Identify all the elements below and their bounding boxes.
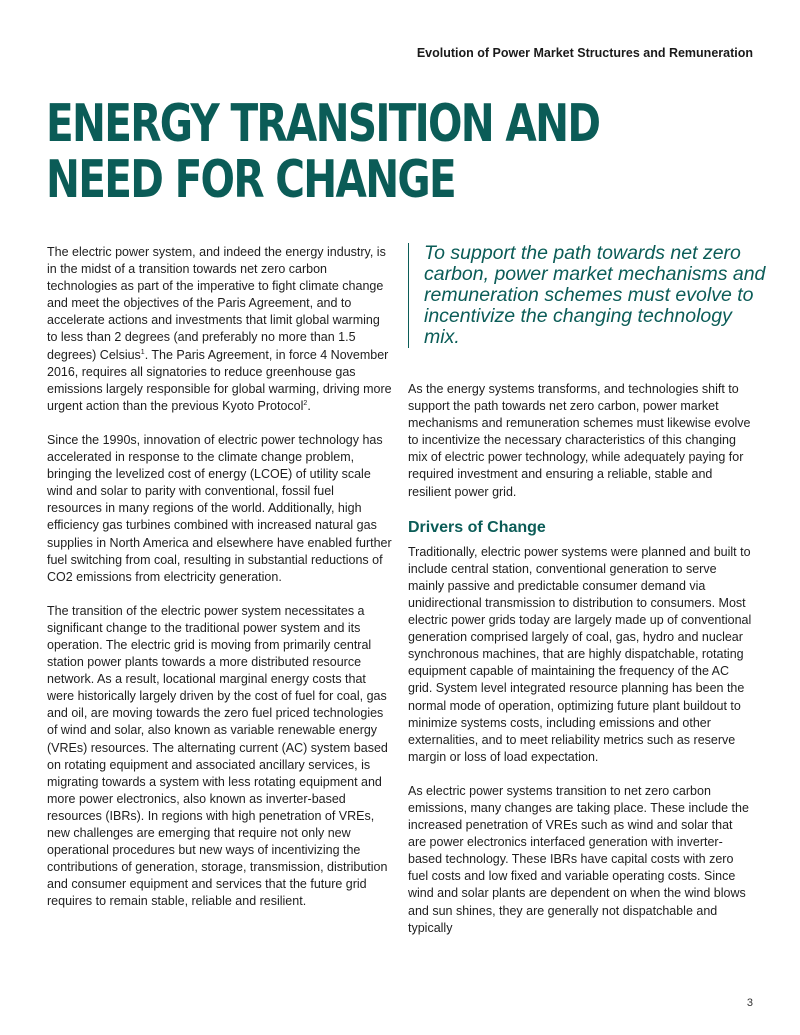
paragraph-paris-agreement [47, 244, 392, 415]
section-heading-drivers-of-change: Drivers of Change [408, 518, 546, 536]
footnote-ref-2[interactable]: 2 [303, 399, 308, 407]
page-title-line-1: ENERGY TRANSITION AND [46, 94, 600, 154]
paragraph-net-zero-changes: As electric power systems transition to net zero carbon emissions, many changes are taking place. These include the increased penetration of VREs such as wind and solar that are power electronics interfaced generation with inverter-based technology. These IBRs have capital costs with zero fuel costs and low fixed and variable operating costs. Since wind and solar plants are dependent on when the wind blows and sun shines, they are generally not dispatchable and typically [408, 783, 749, 935]
pull-quote: To support the path towards net zero carbon, power market mechanisms and remuneration schemes must evolve to incentivize the changing technology mix. [408, 243, 769, 348]
page-title [46, 96, 608, 208]
page-title-line-2: NEED FOR CHANGE [46, 150, 456, 210]
paragraph-traditional-systems: Traditionally, electric power systems were planned and built to include central station, conventional generation to serve mainly passive and predictable consumer demand via unidirectional transmission to distribution to consumers. Most electric power grids today are largely made up of conventional generation comprised largely of coal, gas, hydro and nuclear synchronous machines, that are highly dispatchable, rotating equipment capable of maintaining the frequency of the AC grid. System level integrated resource planning has been the normal mode of operation, optimizing future plant buildout to minimize systems costs, including emissions and other externalities, and to meet reliability metrics such as reserve margin or loss of load expectation. [408, 544, 752, 764]
paragraph-system-transition: The transition of the electric power system necessitates a significant change to the traditional power system and its operation. The electric grid is moving from primarily central station power plants towards a more distributed resource network. As a result, locational marginal energy costs that were historically largely driven by the cost of fuel for coal, gas and oil, are moving towards the zero fuel priced technologies of wind and solar, also known as variable renewable energy (VREs) resources. The alternating current (AC) system based on rotating equipment and associated ancillary services, is migrating towards a system with less rotating equipment and more power electronics, also known as inverter-based resources (IBRs). In regions with high penetration of VREs, new challenges are emerging that require not only new operational procedures but new ways of incentivizing the contributions of generation, storage, transmission, distribution and consumer equipment and services that the future grid requires to remain stable, reliable and resilient. [47, 603, 388, 909]
paragraph-text: The electric power system, and indeed the energy industry, is in the midst of a transition towards net zero carbon technologies as part of the imperative to fight climate change and meet the objectives of the Paris Agreement, and to accelerate actions and investments that limit global warming to less than 2 degrees (and preferably no more than 1.5 degrees) Celsius [47, 245, 386, 362]
right-column [408, 381, 754, 954]
paragraph-text: . [307, 398, 311, 413]
paragraph-technology-innovation: Since the 1990s, innovation of electric power technology has accelerated in response to the climate change problem, bringing the levelized cost of energy (LCOE) of utility scale wind and solar to parity with conventional, fossil fuel resources in many regions of the world. Additionally, high efficiency gas turbines combined with increased natural gas supplies in North America and elsewhere have enabled further fuel switching from coal, resulting in substantial reductions of CO2 emissions from electricity generation. [47, 432, 392, 584]
paragraph-market-mechanisms: As the energy systems transforms, and technologies shift to support the path towards net zero carbon, power market mechanisms and remuneration schemes must likewise evolve to incentivize the necessary characteristics of this changing mix of electric power technology, while adequately paying for required investment and ensuring a reliable, stable and resilient power grid. [408, 382, 751, 499]
page-number: 3 [746, 997, 753, 1009]
paragraph-text: . The Paris Agreement, in force 4 November 2016, requires all signatories to reduce greenhouse gas emissions largely responsible for global warming, driving more urgent action than the previous Kyoto Protocol [47, 347, 392, 413]
running-header: Evolution of Power Market Structures and Remuneration [416, 46, 753, 60]
footnote-ref-1[interactable]: 1 [140, 348, 145, 356]
left-column [47, 244, 392, 927]
